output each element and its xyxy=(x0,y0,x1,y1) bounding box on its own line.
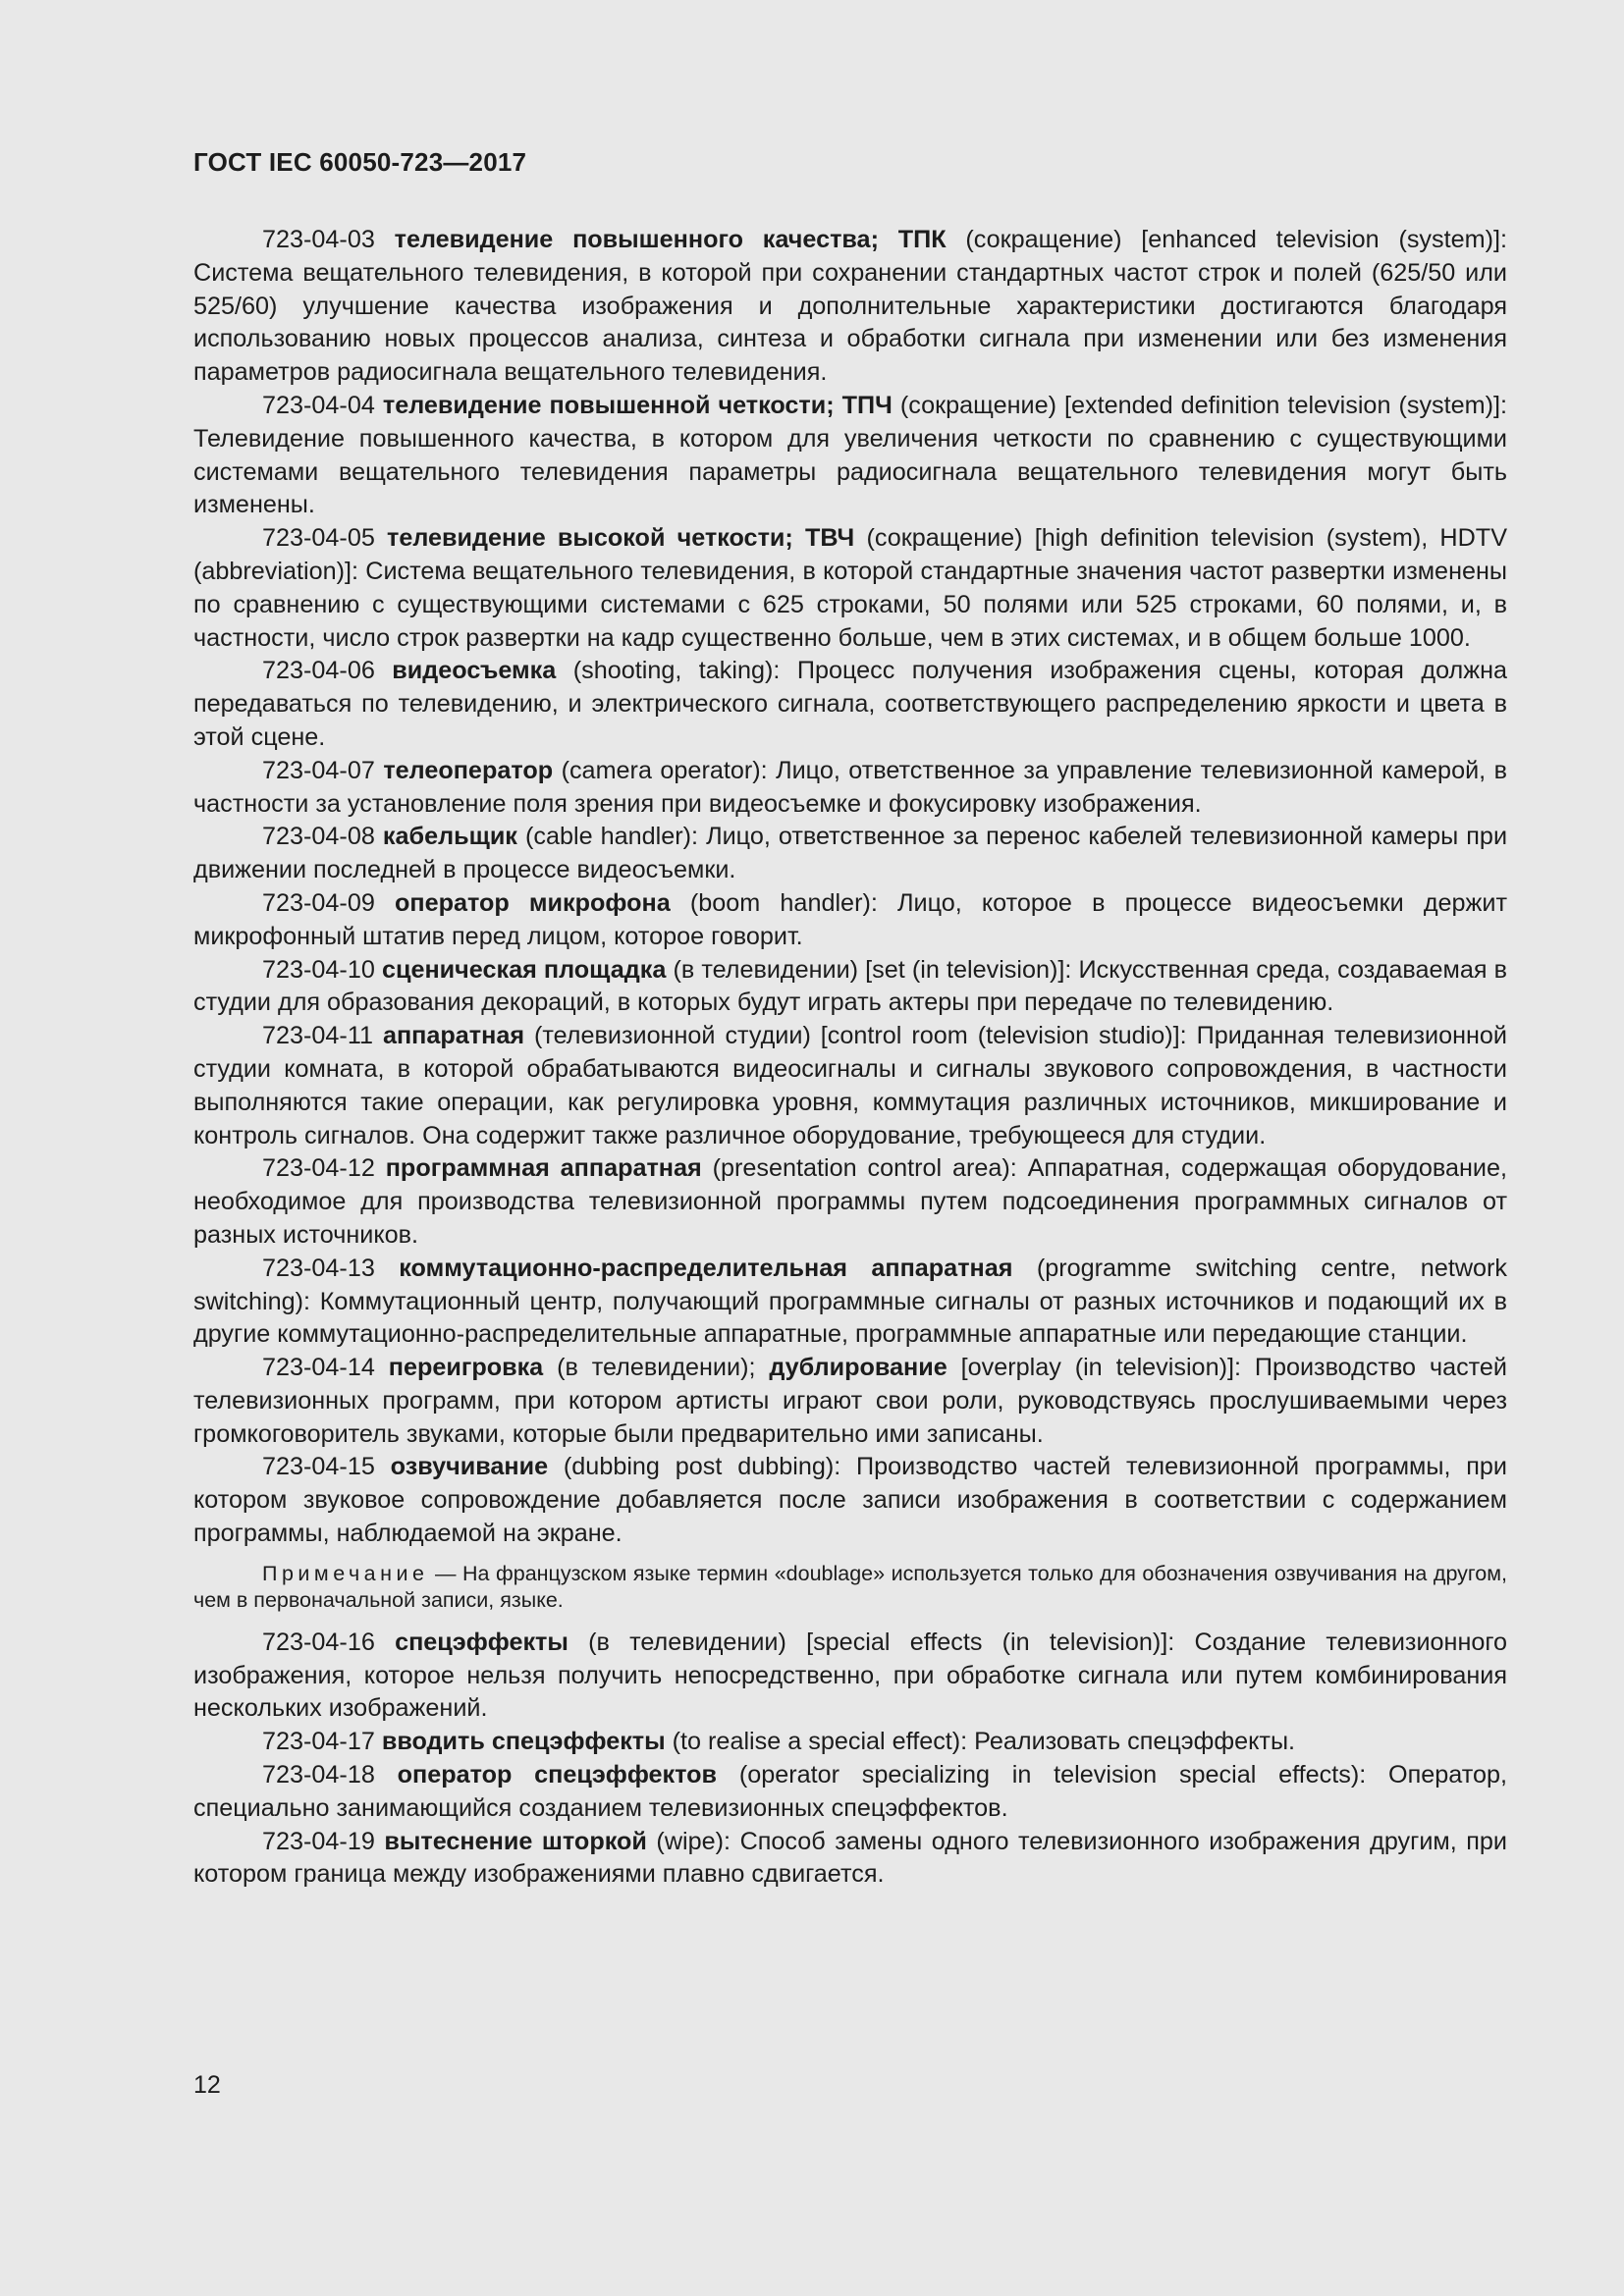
entry-number: 723-04-14 xyxy=(262,1354,375,1382)
term-entry xyxy=(193,1826,1507,1893)
entry-number: 723-04-13 xyxy=(262,1254,375,1282)
term-entry xyxy=(193,1759,1507,1826)
entry-number: 723-04-19 xyxy=(262,1827,375,1855)
entry-definition: (в телевидении) [set (in television)]: Искусственная среда, создаваемая в студии для образования декораций, в которых будут играть актеры при передаче по телевидению. xyxy=(193,955,1507,1017)
term-entry xyxy=(193,390,1507,522)
entry-term: телеоператор xyxy=(383,756,554,784)
entry-number: 723-04-05 xyxy=(262,524,375,553)
entry-term: оператор спецэффектов xyxy=(397,1761,718,1789)
entry-number: 723-04-08 xyxy=(262,823,375,851)
note xyxy=(193,1561,1507,1615)
entry-term: аппаратная xyxy=(382,1022,525,1050)
term-entry xyxy=(193,1726,1507,1759)
entry-definition: (boom handler): Лицо, которое в процессе видеосъемки держит микрофонный штатив перед лицом, которое говорит. xyxy=(193,888,1507,950)
page-number: 12 xyxy=(193,2071,221,2099)
entry-definition: (в телевидении) [special effects (in television)]: Создание телевизионного изображения, которое нельзя получить непосредственно, при обработке сигнала или путем комбинирования нескольких изображений. xyxy=(193,1628,1508,1723)
entry-term: кабельщик xyxy=(382,823,517,851)
entry-term: телевидение высокой четкости; ТВЧ xyxy=(387,524,855,553)
entry-number: 723-04-04 xyxy=(262,391,375,419)
entry-number: 723-04-17 xyxy=(262,1728,375,1756)
note-label: Примечание xyxy=(262,1561,429,1585)
term-entry xyxy=(193,1253,1507,1352)
entry-term: вытеснение шторкой xyxy=(384,1827,647,1855)
entry-term: программная аппаратная xyxy=(385,1154,702,1183)
term-entry xyxy=(193,1627,1507,1726)
term-entry xyxy=(193,1152,1507,1252)
entry-number: 723-04-12 xyxy=(262,1154,375,1183)
entry-term: вводить спецэффекты xyxy=(381,1728,666,1756)
entry-number: 723-04-18 xyxy=(262,1761,375,1789)
entry-term: коммутационно-распределительная аппаратная xyxy=(399,1254,1013,1282)
term-entry xyxy=(193,887,1507,954)
entry-definition: (телевизионной студии) [control room (television studio)]: Приданная телевизионной студии комната, в которой обрабатываются видеосигналы и сигналы звукового сопровождения, в частности выполняются такие операции, как регулировка уровня, коммутация различных источников, микширование и контроль сигналов. Она содержит также различное оборудование, требующееся для студии. xyxy=(193,1022,1508,1149)
entry-number: 723-04-06 xyxy=(262,657,375,685)
entry-definition: (dubbing post dubbing): Производство частей телевизионной программы, при котором звуковое сопровождение добавляется после записи изображения в соответствии с содержанием программы, наблюдаемой на экране. xyxy=(193,1453,1508,1548)
term-entry xyxy=(193,1352,1507,1451)
entry-definition: (to realise a special effect): Реализовать спецэффекты. xyxy=(665,1728,1296,1756)
term-entry xyxy=(193,522,1507,655)
document-header: ГОСТ IEC 60050-723—2017 xyxy=(193,147,527,177)
document-body xyxy=(193,224,1507,1892)
entry-number: 723-04-09 xyxy=(262,888,375,917)
entry-number: 723-04-11 xyxy=(262,1022,373,1050)
entry-term: озвучивание xyxy=(390,1453,549,1481)
entry-number: 723-04-16 xyxy=(262,1628,375,1656)
entry-definition: (shooting, taking): Процесс получения изображения сцены, которая должна передаваться по телевидению, и электрического сигнала, соответствующего распределению яркости и цвета в этой сцене. xyxy=(193,657,1507,751)
entry-term: телевидение повышенной четкости; ТПЧ xyxy=(382,391,893,419)
entry-definition: (operator specializing in television special effects): Оператор, специально занимающийся созданием телевизионных спецэффектов. xyxy=(193,1761,1507,1822)
note-text: — На французском языке термин «doublage» используется только для обозначения озвучивания на другом, чем в первоначальной записи, языке. xyxy=(193,1561,1507,1613)
entry-definition: (wipe): Способ замены одного телевизионного изображения другим, при котором граница между изображениями плавно сдвигается. xyxy=(193,1827,1507,1889)
entry-definition: (camera operator): Лицо, ответственное за управление телевизионной камерой, в частности за установление поля зрения при видеосъемке и фокусировку изображения. xyxy=(193,756,1507,818)
entry-definition: (cable handler): Лицо, ответственное за перенос кабелей телевизионной камеры при движении последней в процессе видеосъемки. xyxy=(193,823,1508,884)
entry-term: видеосъемка xyxy=(392,657,557,685)
term-entry xyxy=(193,954,1507,1021)
entry-term: телевидение повышенного качества; ТПК xyxy=(394,226,947,253)
term-entry xyxy=(193,655,1507,754)
entry-term: сценическая площадка xyxy=(381,955,667,984)
entry-definition: [overplay (in television)]: Производство частей телевизионных программ, при котором артисты играют свои роли, руководствуясь прослушиваемыми через громкоговоритель звуками, которые были предварительно ими записаны. xyxy=(193,1354,1508,1448)
term-entry xyxy=(193,755,1507,822)
entry-number: 723-04-07 xyxy=(262,756,375,784)
entry-number: 723-04-15 xyxy=(262,1453,375,1481)
entry-qualifier: (в телевидении); xyxy=(543,1354,770,1382)
entry-definition: (presentation control area): Аппаратная, содержащая оборудование, необходимое для производства телевизионной программы путем подсоединения программных сигналов от разных источников. xyxy=(193,1154,1507,1249)
entry-definition: (сокращение) [enhanced television (system)]: Система вещательного телевидения, в которой при сохранении стандартных частот строк и полей (625/50 или 525/60) улучшение качества изображения и дополнительные характеристики достигаются благодаря использованию новых процессов анализа, синтеза и обработки сигнала при изменении или без изменения параметров радиосигнала вещательного телевидения. xyxy=(193,226,1507,387)
term-entry xyxy=(193,821,1507,887)
entry-number: 723-04-03 xyxy=(262,226,375,253)
entry-term: оператор микрофона xyxy=(395,888,671,917)
entry-term: спецэффекты xyxy=(395,1628,568,1656)
term-entry xyxy=(193,1451,1507,1550)
entry-definition: (programme switching centre, network switching): Коммутационный центр, получающий программные сигналы от разных источников и подающий их в другие коммутационно-распределительные аппаратные, программные аппаратные или передающие станции. xyxy=(193,1254,1508,1349)
term-entry xyxy=(193,224,1507,390)
entry-definition: (сокращение) [extended definition television (system)]: Телевидение повышенного качества, в котором для увеличения четкости по сравнению с существующими системами вещательного телевидения параметры радиосигнала вещательного телевидения могут быть изменены. xyxy=(193,391,1507,519)
entry-term-synonym: дублирование xyxy=(769,1354,947,1382)
entry-term: переигровка xyxy=(388,1354,544,1382)
term-entry xyxy=(193,1020,1507,1152)
entry-number: 723-04-10 xyxy=(262,955,375,984)
entry-definition: (сокращение) [high definition television (system), HDTV (abbreviation)]: Система вещательного телевидения, в которой стандартные значения частот развертки изменены по сравнению с существующими системами с 625 строками, 50 полями или 525 строками, 60 полями, и, в частности, число строк развертки на кадр существенно больше, чем в этих системах, и в общем больше 1000. xyxy=(193,524,1507,652)
